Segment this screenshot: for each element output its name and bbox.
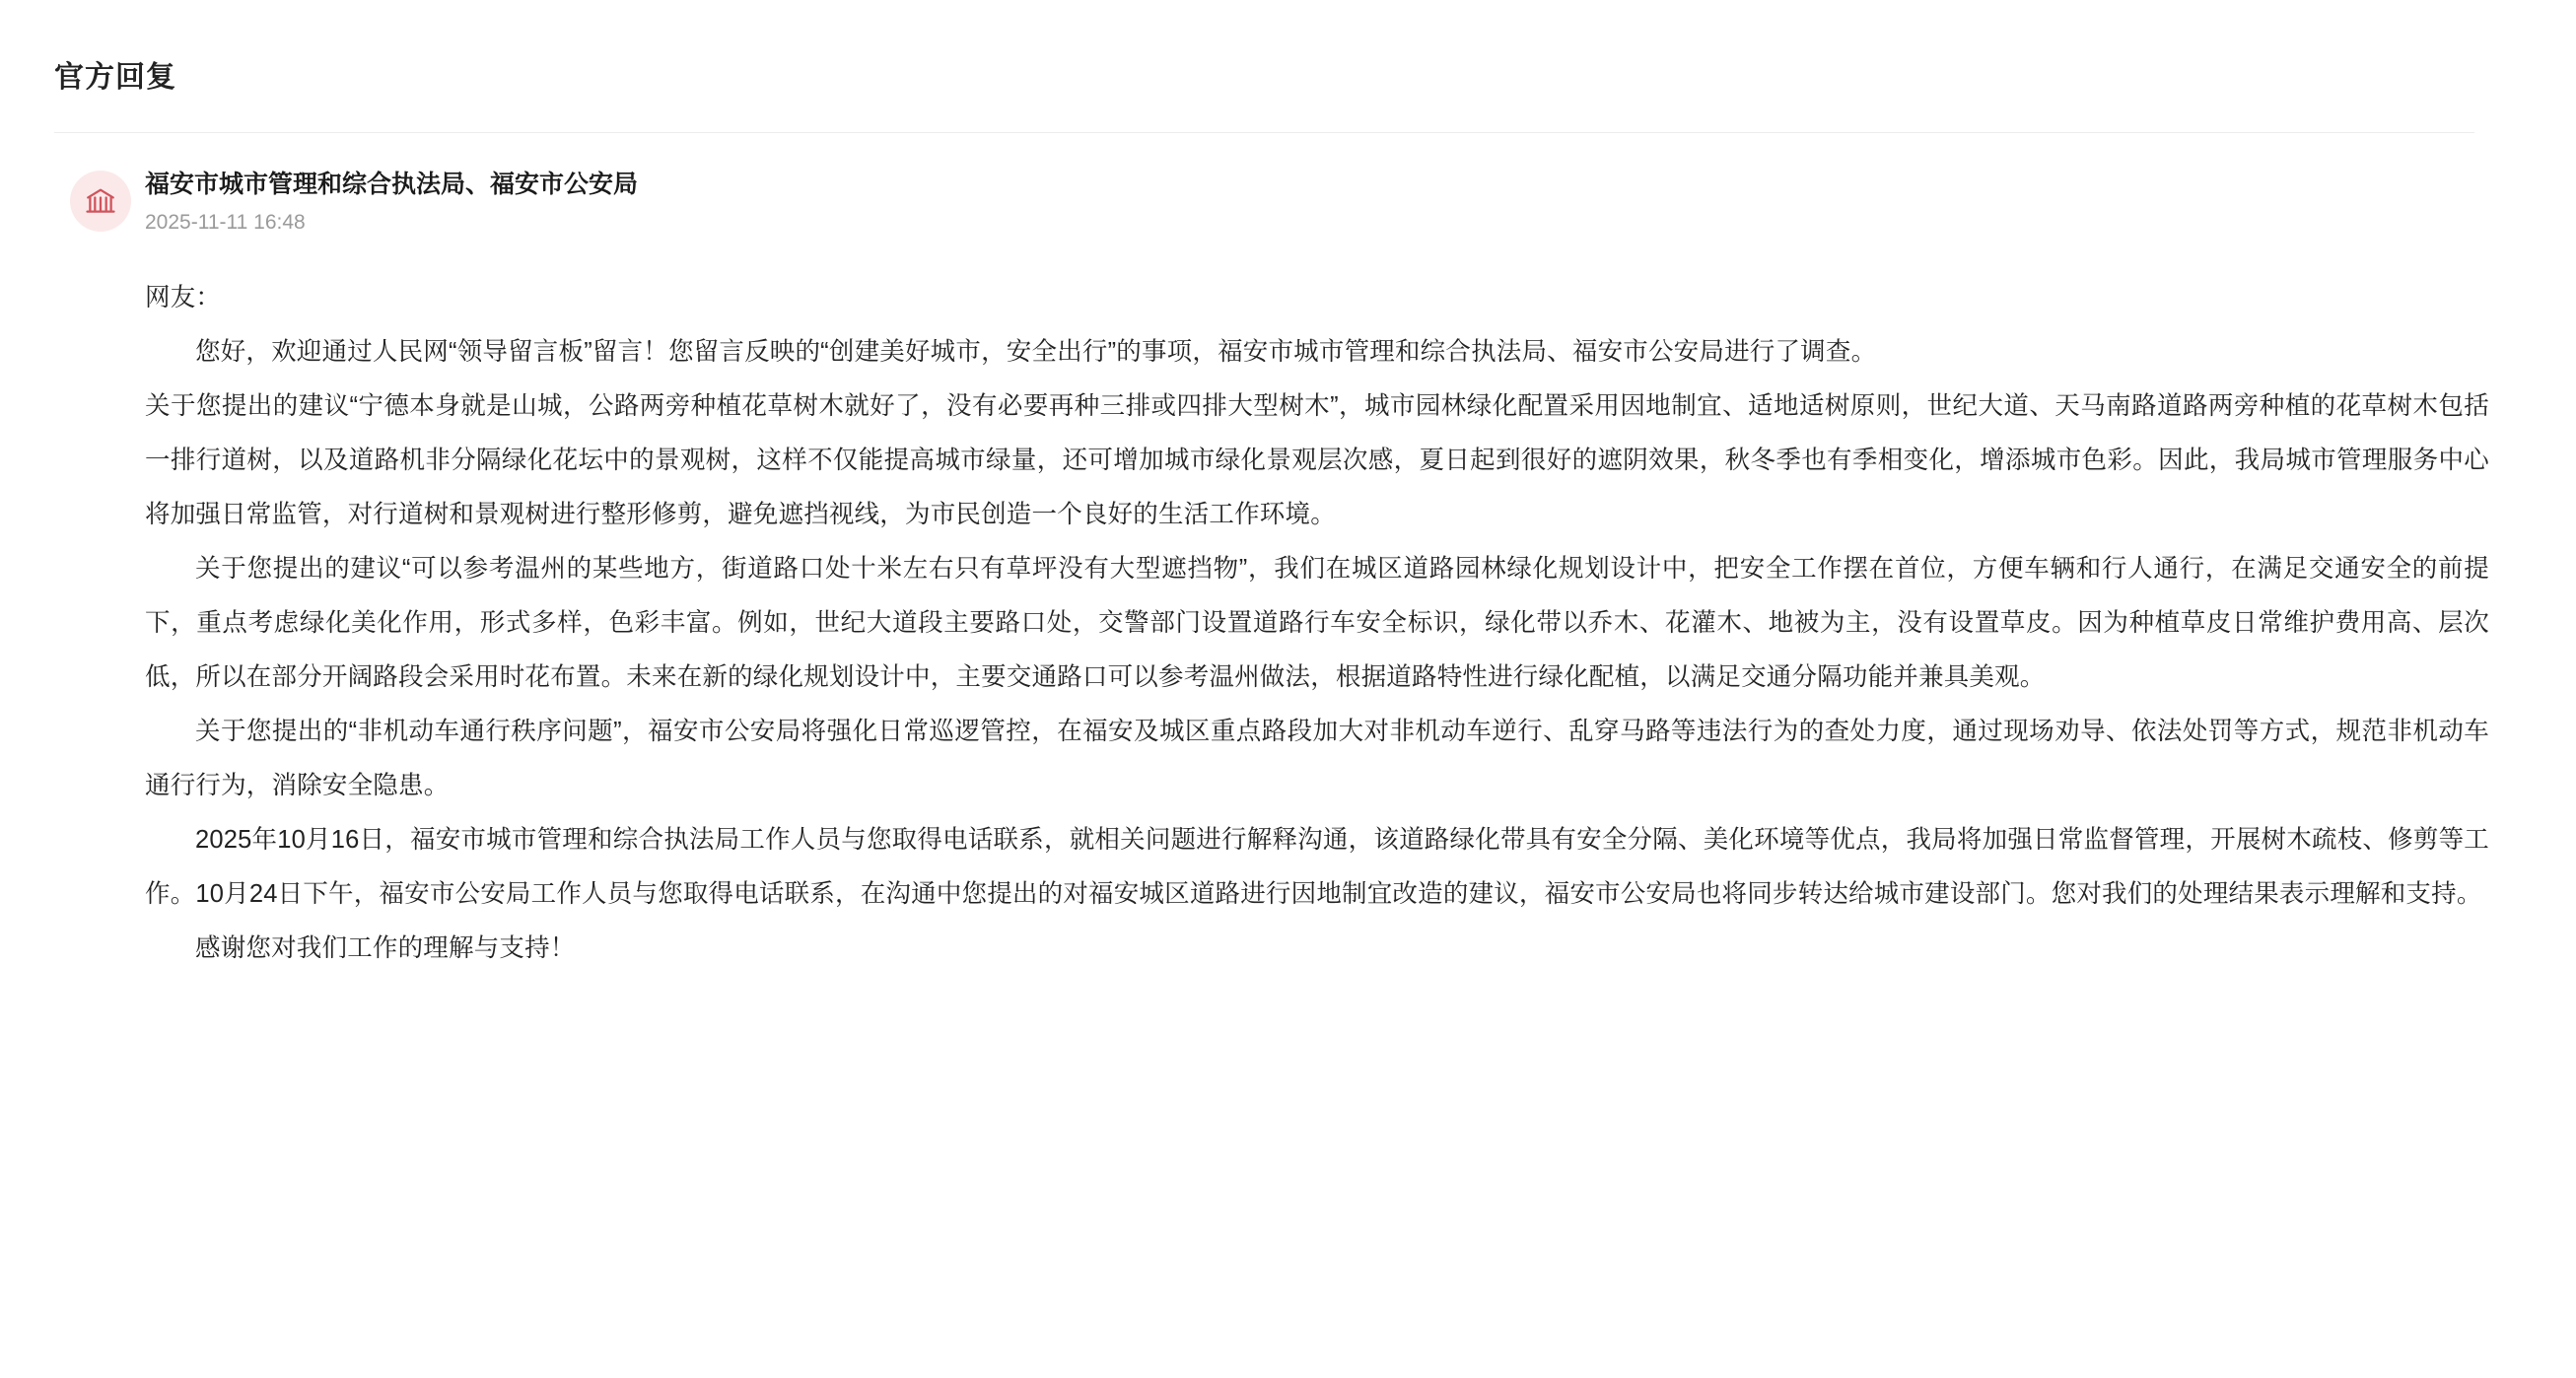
reply-timestamp: 2025-11-11 16:48 [145, 211, 306, 234]
replying-department: 福安市城市管理和综合执法局、福安市公安局 [145, 171, 639, 198]
reply-body [145, 167, 2489, 976]
official-reply-block [54, 167, 2489, 976]
letter-paragraph: 关于您提出的建议“可以参考温州的某些地方，街道路口处十米左右只有草坪没有大型遮挡物”，我们在城区道路园林绿化规划设计中，把安全工作摆在首位，方便车辆和行人通行，在满足交通安全的前提下，重点考虑绿化美化作用，形式多样，色彩丰富。例如，世纪大道段主要路口处，交警部门设置道路行车安全标识，绿化带以乔木、花灌木、地被为主，没有设置草皮。因为种植草皮日常维护费用高、层次低，所以在部分开阔路段会采用时花布置。未来在新的绿化规划设计中，主要交通路口可以参考温州做法，根据道路特性进行绿化配植，以满足交通分隔功能并兼具美观。 [145, 555, 2489, 691]
avatar [70, 171, 131, 232]
left-gutter [0, 0, 37, 1378]
reply-letter [145, 271, 2489, 976]
government-building-icon [84, 184, 117, 218]
title-divider [54, 132, 2474, 133]
letter-paragraph: 您好，欢迎通过人民网“领导留言板”留言！您留言反映的“创建美好城市，安全出行”的事项，福安市城市管理和综合执法局、福安市公安局进行了调查。 [195, 338, 1877, 366]
letter-paragraph: 感谢您对我们工作的理解与支持！ [195, 934, 576, 962]
page-title: 官方回复 [54, 61, 176, 94]
document-content [54, 0, 2489, 976]
letter-paragraph: 关于您提出的“非机动车通行秩序问题”，福安市公安局将强化日常巡逻管控，在福安及城区重点路段加大对非机动车逆行、乱穿马路等违法行为的查处力度，通过现场劝导、依法处罚等方式，规范非机动车通行行为，消除安全隐患。 [145, 718, 2489, 799]
letter-paragraph: 2025年10月16日，福安市城市管理和综合执法局工作人员与您取得电话联系，就相关问题进行解释沟通，该道路绿化带具有安全分隔、美化环境等优点，我局将加强日常监督管理，开展树木疏枝、修剪等工作。10月24日下午，福安市公安局工作人员与您取得电话联系，在沟通中您提出的对福安城区道路进行因地制宜改造的建议，福安市公安局也将同步转达给城市建设部门。您对我们的处理结果表示理解和支持。 [145, 826, 2489, 908]
letter-paragraph: 关于您提出的建议“宁德本身就是山城，公路两旁种植花草树木就好了，没有必要再种三排或四排大型树木”，城市园林绿化配置采用因地制宜、适地适树原则，世纪大道、天马南路道路两旁种植的花草树木包括一排行道树，以及道路机非分隔绿化花坛中的景观树，这样不仅能提高城市绿量，还可增加城市绿化景观层次感，夏日起到很好的遮阴效果，秋冬季也有季相变化，增添城市色彩。因此，我局城市管理服务中心将加强日常监管，对行道树和景观树进行整形修剪，避免遮挡视线，为市民创造一个良好的生活工作环境。 [145, 392, 2489, 528]
letter-salutation: 网友： [145, 284, 222, 311]
